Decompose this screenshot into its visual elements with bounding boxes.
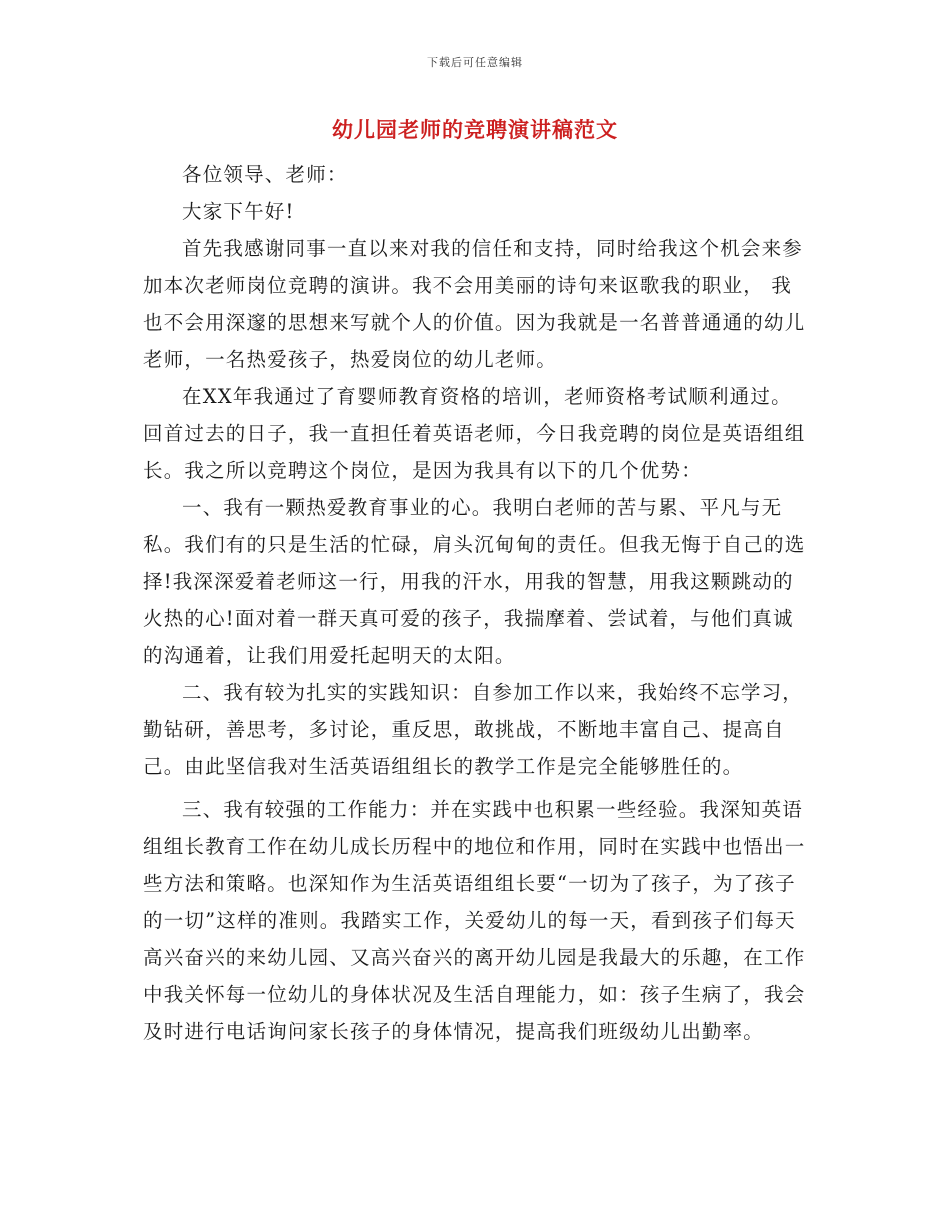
advantage-one-paragraph: 一、我有一颗热爱教育事业的心。我明白老师的苦与累、平凡与无私。我们有的只是生活的忙碌，肩头沉甸甸的责任。但我无悔于自己的选择!我深深爱着老师这一行，用我的汗水，用我的智慧，用我这颗跳动的火热的心!面对着一群天真可爱的孩子，我揣摩着、尝试着，与他们真诚的沟通着，让我们用爱托起明天的太阳。	[143, 496, 806, 667]
greeting-paragraph: 各位领导、老师：	[182, 163, 348, 186]
advantage-three-paragraph: 三、我有较强的工作能力：并在实践中也积累一些经验。我深知英语组组长教育工作在幼儿成长历程中的地位和作用，同时在实践中也悟出一些方法和策略。也深知作为生活英语组组长要“一切为了孩子，为了孩子的一切”这样的准则。我踏实工作，关爱幼儿的每一天，看到孩子们每天高兴奋兴的来幼儿园、又高兴奋兴的离开幼儿园是我最大的乐趣，在工作中我关怀每一位幼儿的身体状况及生活自理能力，如：孩子生病了，我会及时进行电话询问家长孩子的身体情况，提高我们班级幼儿出勤率。	[143, 798, 806, 1043]
advantage-two-paragraph: 二、我有较为扎实的实践知识：自参加工作以来，我始终不忘学习，勤钻研，善思考，多讨论，重反思，敢挑战，不断地丰富自己、提高自己。由此坚信我对生活英语组组长的教学工作是完全能够胜任的。	[143, 681, 804, 778]
salutation-paragraph: 大家下午好!	[182, 200, 295, 223]
document-body	[143, 156, 807, 1050]
background-paragraph: 在XX年我通过了育婴师教育资格的培训，老师资格考试顺利通过。回首过去的日子，我一直担任着英语老师，今日我竞聘的岗位是英语组组长。我之所以竞聘这个岗位，是因为我具有以下的几个优势：	[143, 385, 806, 482]
header-note: 下载后可任意编辑	[427, 56, 523, 69]
document-title: 幼儿园老师的竞聘演讲稿范文	[332, 117, 618, 142]
intro-paragraph: 首先我感谢同事一直以来对我的信任和支持，同时给我这个机会来参加本次老师岗位竞聘的演讲。我不会用美丽的诗句来讴歌我的职业， 我也不会用深邃的思想来写就个人的价值。因为我就是一名普普通通的幼儿老师，一名热爱孩子，热爱岗位的幼儿老师。	[143, 237, 806, 371]
